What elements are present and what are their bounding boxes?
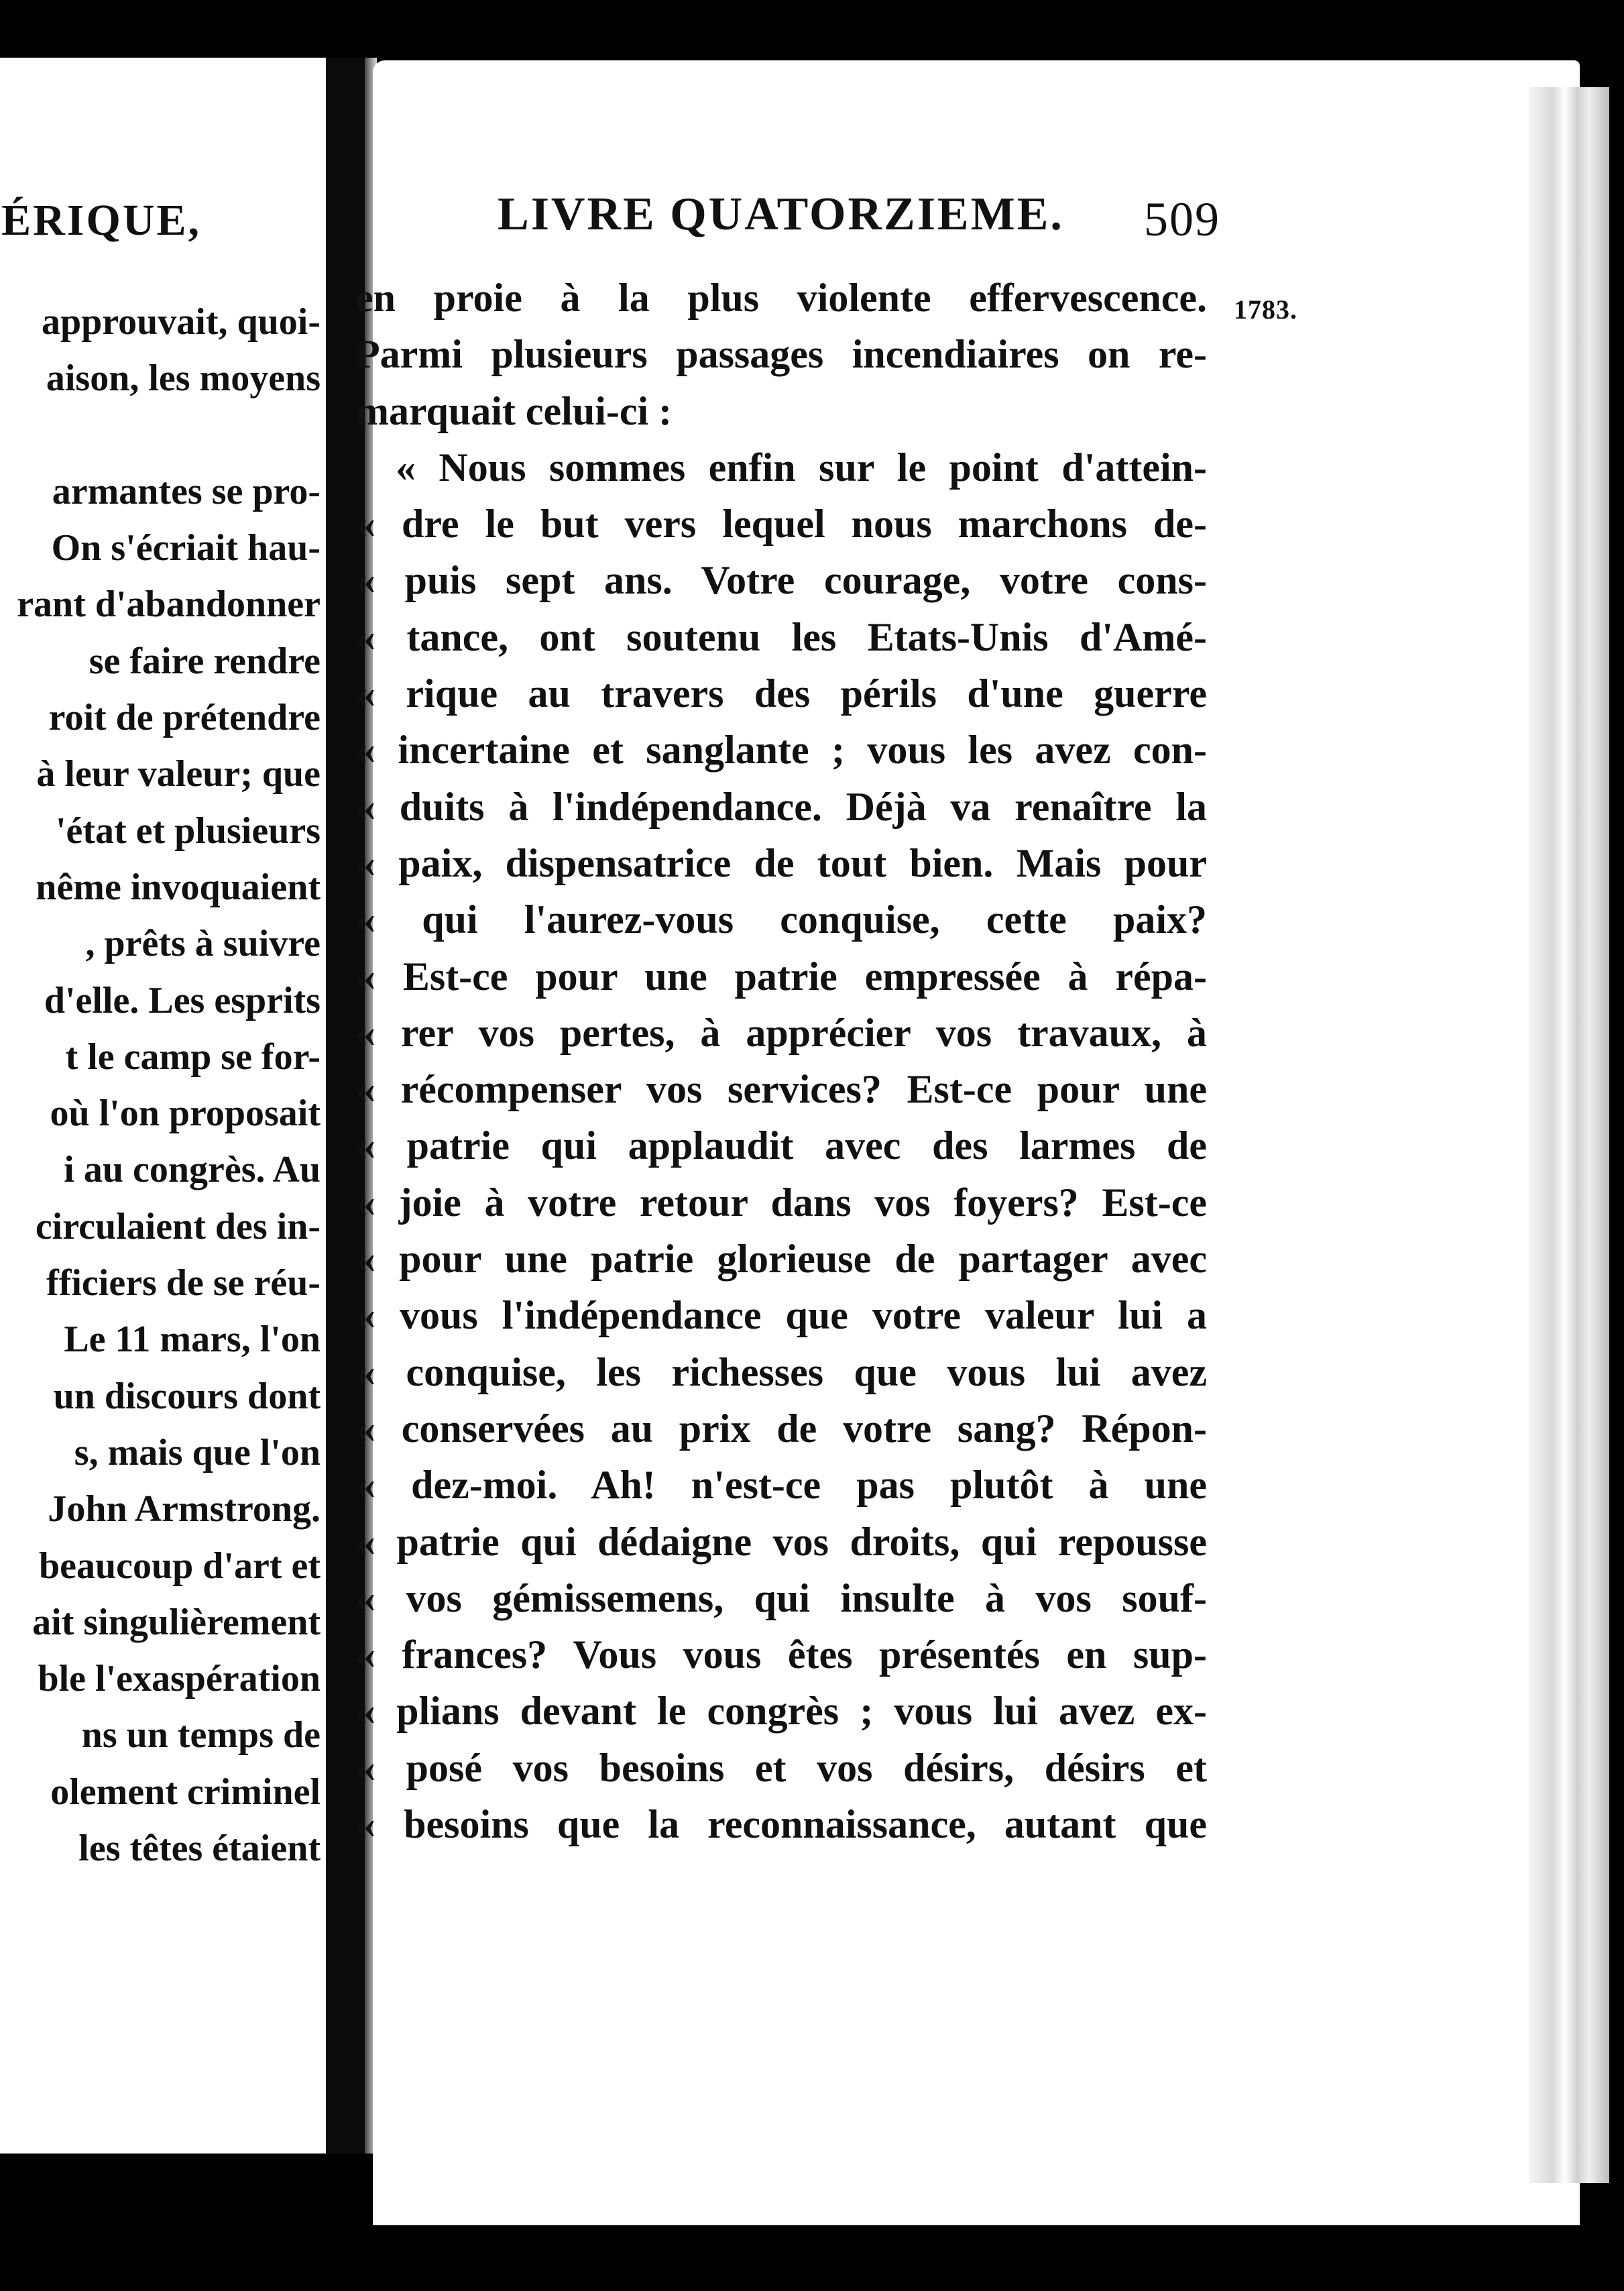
left-page [0, 58, 326, 2154]
body-text-line: « paix, dispensatrice de tout bien. Mais pour [355, 840, 1207, 885]
body-text-line: « patrie qui applaudit avec des larmes de [355, 1123, 1207, 1168]
body-text-line: « patrie qui dédaigne vos droits, qui repousse [355, 1519, 1207, 1564]
body-text-line: « besoins que la reconnaissance, autant que [355, 1802, 1207, 1847]
left-text-line: i au congrès. Au [64, 1149, 321, 1191]
body-text-line: « Est-ce pour une patrie empressée à répa- [355, 954, 1207, 999]
left-page-header: ÉRIQUE, [1, 196, 201, 245]
left-text-line: beaucoup d'art et [39, 1545, 321, 1587]
left-text-line: roit de prétendre [48, 697, 321, 739]
left-text-line: fficiers de se réu- [46, 1262, 321, 1304]
left-text-line: ait singulièrement [32, 1601, 321, 1643]
body-text-line: « joie à votre retour dans vos foyers? Est-ce [355, 1180, 1207, 1225]
left-text-line: à leur valeur; que [36, 753, 321, 795]
body-text-line: Parmi plusieurs passages incendiaires on re- [355, 332, 1207, 377]
body-text-line: « duits à l'indépendance. Déjà va renaître la [355, 784, 1207, 829]
body-text-line: « posé vos besoins et vos désirs, désirs et [355, 1745, 1207, 1790]
body-text-line: « incertaine et sanglante ; vous les avez con- [355, 728, 1207, 773]
left-text-line: approuvait, quoi- [42, 301, 321, 343]
body-text-line: « récompenser vos services? Est-ce pour une [355, 1067, 1207, 1112]
body-text-line: « dez-moi. Ah! n'est-ce pas plutôt à une [355, 1463, 1207, 1508]
body-text-line: « rique au travers des périls d'une guerre [355, 671, 1207, 716]
left-text-line: olement criminel [50, 1771, 321, 1813]
left-text-line: Le 11 mars, l'on [64, 1319, 321, 1361]
left-text-line: 'état et plusieurs [55, 809, 321, 852]
left-text-line: nême invoquaient [36, 866, 321, 908]
body-text-line: « vous l'indépendance que votre valeur lui a [355, 1293, 1207, 1338]
body-text-line: « puis sept ans. Votre courage, votre cons- [355, 558, 1207, 603]
left-text-line: circulaient des in- [35, 1205, 321, 1247]
body-text-line: en proie à la plus violente effervescence. [355, 276, 1207, 320]
left-text-line: , prêts à suivre [85, 923, 321, 965]
body-text-line: « conquise, les richesses que vous lui avez [355, 1349, 1207, 1394]
left-page-text [0, 294, 326, 1877]
left-text-line: les têtes étaient [78, 1828, 321, 1870]
left-text-line: ns un temps de [81, 1714, 321, 1756]
right-page-body [355, 270, 1207, 1852]
body-text-line: « frances? Vous vous êtes présentés en sup- [355, 1632, 1207, 1677]
body-text-line: « tance, ont soutenu les Etats-Unis d'Amé- [355, 614, 1207, 659]
page-edges [1529, 87, 1609, 2183]
left-text-line: t le camp se for- [65, 1036, 321, 1078]
left-text-line: rant d'abandonner [17, 583, 321, 626]
left-text-line: On s'écriait hau- [51, 527, 321, 569]
body-text-line: « rer vos pertes, à apprécier vos travaux, à [355, 1010, 1207, 1055]
left-text-line: se faire rendre [89, 640, 321, 682]
body-text-line: « pour une patrie glorieuse de partager avec [355, 1237, 1207, 1282]
running-head: LIVRE QUATORZIEME. [498, 188, 1064, 240]
left-text-line: un discours dont [53, 1375, 321, 1417]
left-text-line: s, mais que l'on [74, 1431, 321, 1473]
left-text-line: d'elle. Les esprits [44, 979, 321, 1021]
left-text-line: armantes se pro- [52, 470, 321, 512]
left-text-line: John Armstrong. [48, 1488, 321, 1530]
margin-date: 1783. [1234, 294, 1297, 325]
left-text-line: ble l'exaspération [38, 1658, 321, 1700]
body-text-line: « qui l'aurez-vous conquise, cette paix? [355, 897, 1207, 942]
left-text-line: aison, les moyens [46, 357, 321, 400]
page-number: 509 [1144, 192, 1220, 246]
body-text-line: « dre le but vers lequel nous marchons de- [355, 502, 1207, 547]
left-text-line [0, 407, 326, 463]
left-text-line: où l'on proposait [50, 1093, 321, 1135]
body-text-line: marquait celui-ci : [355, 388, 673, 433]
body-text-line: « plians devant le congrès ; vous lui avez ex- [355, 1689, 1207, 1734]
body-text-line: « vos gémissemens, qui insulte à vos souf- [355, 1575, 1207, 1620]
body-text-line: « conservées au prix de votre sang? Répon- [355, 1406, 1207, 1451]
body-text-line: « Nous sommes enfin sur le point d'attein- [396, 445, 1207, 490]
